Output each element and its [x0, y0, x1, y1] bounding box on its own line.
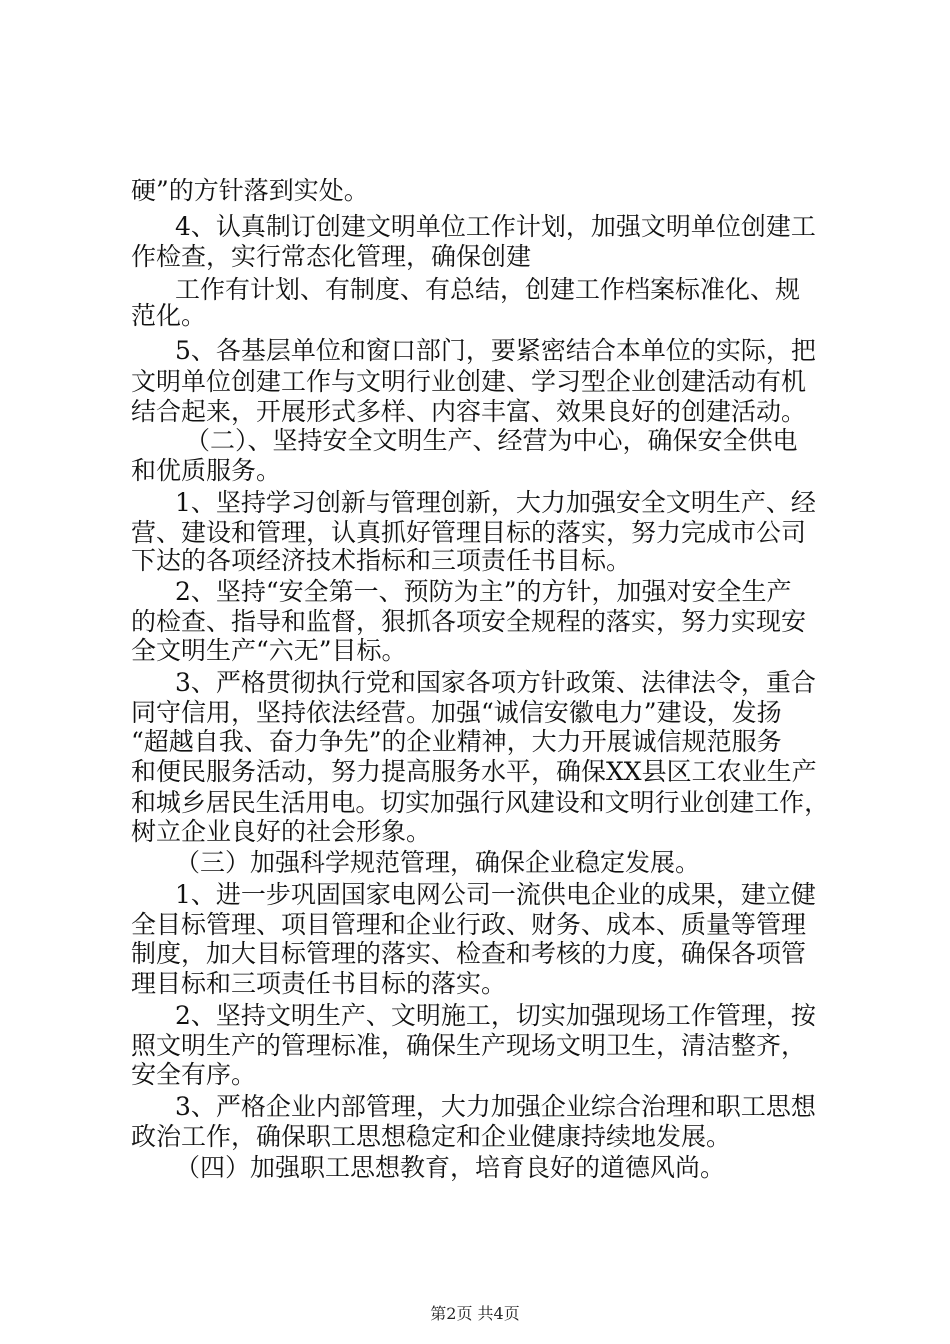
text-line: 3、严格企业内部管理，大力加强企业综合治理和职工思想 — [175, 1092, 816, 1121]
text-line: 政治工作，确保职工思想稳定和企业健康持续地发展。 — [131, 1122, 732, 1151]
text-line: 作检查，实行常态化管理，确保创建 — [131, 242, 532, 271]
text-line: 和优质服务。 — [131, 456, 282, 485]
text-line: （三）加强科学规范管理，确保企业稳定发展。 — [175, 848, 701, 877]
text-line: 全文明生产“六无”目标。 — [131, 636, 407, 665]
text-line: 营、建设和管理，认真抓好管理目标的落实，努力完成市公司 — [131, 518, 807, 547]
text-line: 和便民服务活动，努力提高服务水平，确保XX县区工农业生产 — [131, 757, 817, 786]
text-line: （二）、坚持安全文明生产、经营为中心，确保安全供电 — [185, 426, 798, 455]
text-line: 照文明生产的管理标准，确保生产现场文明卫生，清洁整齐， — [131, 1031, 807, 1060]
text-line: 文明单位创建工作与文明行业创建、学习型企业创建活动有机 — [131, 367, 807, 396]
text-line: 5、各基层单位和窗口部门，要紧密结合本单位的实际，把 — [175, 336, 816, 365]
text-line: 工作有计划、有制度、有总结，创建工作档案标准化、规 — [175, 275, 801, 304]
text-line: 1、进一步巩固国家电网公司一流供电企业的成果，建立健 — [175, 880, 816, 909]
text-line: 4、认真制订创建文明单位工作计划，加强文明单位创建工 — [175, 212, 816, 241]
text-line: 和城乡居民生活用电。切实加强行风建设和文明行业创建工作， — [131, 788, 830, 817]
text-line: （四）加强职工思想教育，培育良好的道德风尚。 — [175, 1153, 726, 1182]
text-line: 结合起来，开展形式多样、内容丰富、效果良好的创建活动。 — [131, 397, 807, 426]
text-line: 2、坚持“安全第一、预防为主”的方针，加强对安全生产 — [175, 577, 792, 606]
text-line: 下达的各项经济技术指标和三项责任书目标。 — [131, 546, 632, 575]
text-line: 安全有序。 — [131, 1060, 257, 1089]
page-number-footer: 第2页 共4页 — [430, 1304, 520, 1323]
text-line: 理目标和三项责任书目标的落实。 — [131, 969, 507, 998]
text-line: 制度，加大目标管理的落实、检查和考核的力度，确保各项管 — [131, 939, 807, 968]
text-line: 2、坚持文明生产、文明施工，切实加强现场工作管理，按 — [175, 1001, 816, 1030]
text-line: “超越自我、奋力争先”的企业精神，大力开展诚信规范服务 — [131, 727, 782, 756]
text-line: 树立企业良好的社会形象。 — [131, 817, 432, 846]
text-line: 同守信用，坚持依法经营。加强“诚信安徽电力”建设，发扬 — [131, 698, 782, 727]
text-line: 1、坚持学习创新与管理创新，大力加强安全文明生产、经 — [175, 488, 816, 517]
text-line: 的检查、指导和监督，狠抓各项安全规程的落实，努力实现安 — [131, 607, 807, 636]
text-line: 3、严格贯彻执行党和国家各项方针政策、法律法令，重合 — [175, 668, 816, 697]
text-line: 范化。 — [131, 301, 207, 330]
text-line: 全目标管理、项目管理和企业行政、财务、成本、质量等管理 — [131, 910, 807, 939]
text-line: 硬”的方针落到实处。 — [131, 176, 369, 205]
